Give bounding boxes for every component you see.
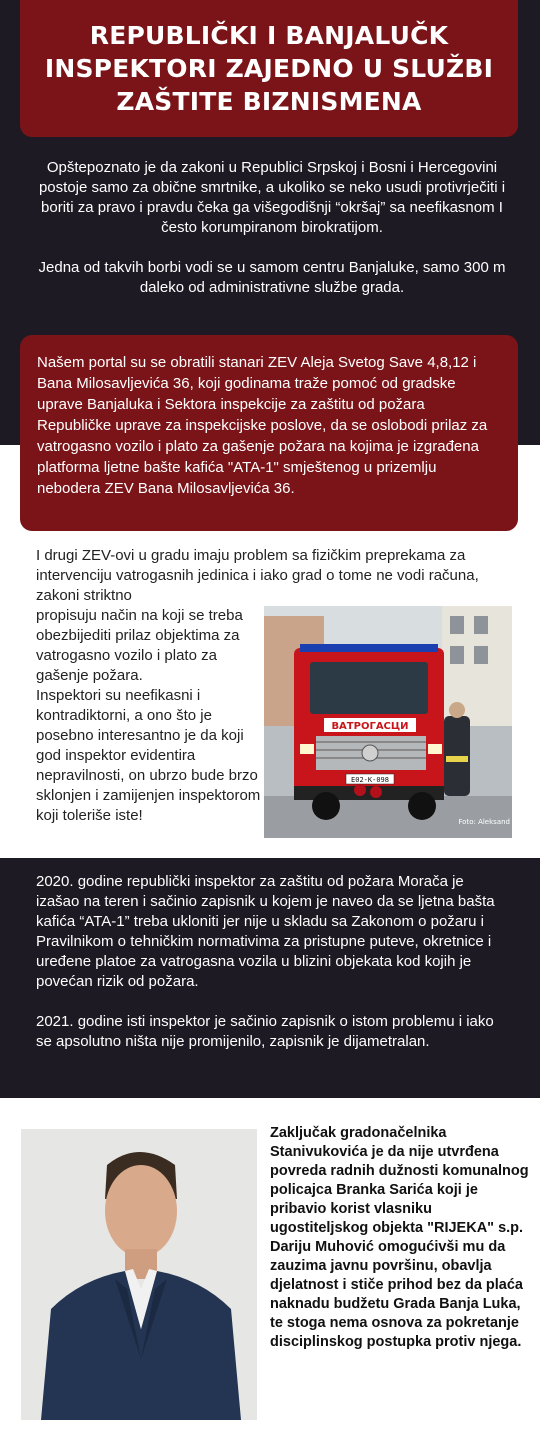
intro-paragraph: Opštepoznato je da zakoni u Republici Srpskoj i Bosni i Hercegovini postoje samo za obične smrtnike, a ukoliko se neko usudi protivrječiti i boriti za pravo i pravdu čeka ga višegodišnji “okršaj” sa neefikasnom I često korumpiranom birokratijom.	[38, 159, 506, 236]
inspection-history	[36, 872, 510, 1052]
highlight-box	[20, 335, 518, 531]
conclusion-text: Zaključak gradonačelnika Stanivukovića je da nije utvrđena povreda radnih dužnosti komunalnog policajca Branka Sarića koji je pribavio korist vlasniku ugostiteljskog objekta "RIJEKA" s.p. Dariju Muhović omogućivši mu da zauzima javnu površinu, obavlja djelatnost i stiče prihod bez da plaća naknadu budžetu Grada Banja Luka, te stoga nema osnova za pokretanje disciplinskog postupka protiv njega.	[270, 1125, 529, 1350]
headline-line: ZAŠTITE BIZNISMENA	[116, 87, 422, 116]
body-text: propisuju način na koji se treba obezbijediti prilaz objektima za vatrogasno vozilo i plato za gašenje požara.	[36, 607, 243, 684]
fire-truck-illustration	[264, 606, 512, 838]
highlight-text: Našem portal su se obratili stanari ZEV Aleja Svetog Save 4,8,12 i Bana Milosavljevića 36, koji godinama traže pomoć od gradske uprave Banjaluka i Sektora inspekcije za zaštitu od požara Republičke uprave za inspekcijske poslove, da se oslobodi prilaz za vatrogasno vozilo i plato za gašenje požara na kojima je izgrađena platforma ljetne bašte kafića "ATA-1" smještenog u prizemlju nebodera ZEV Bana Milosavljevića 36.	[37, 354, 488, 497]
history-paragraph: 2021. godine isti inspektor je sačinio zapisnik o istom problemu i iako se apsolutno ništa nije promijenilo, zapisnik je dijametralan.	[36, 1013, 494, 1050]
headline-banner	[20, 0, 518, 137]
body-text: Inspektori su neefikasni i kontradiktorni, a ono što je posebno interesantno je da koji god inspektor evidentira nepravilnosti, on ubrzo bude brzo sklonjen i zamijenjen inspektorom koji toleriše iste!	[36, 687, 261, 824]
mayor-portrait-photo	[21, 1129, 257, 1420]
truck-sign-text: ВАТРОГАСЦИ	[331, 721, 409, 732]
intro-paragraph: Jedna od takvih borbi vodi se u samom centru Banjaluke, samo 300 m daleko od administrativne službe grada.	[38, 259, 506, 296]
license-plate-text: E02-K-098	[351, 776, 389, 784]
intro-text	[36, 158, 508, 298]
headline-line: REPUBLIČKI I BANJALUČK	[89, 21, 449, 50]
portrait-illustration	[21, 1129, 257, 1420]
history-paragraph: 2020. godine republički inspektor za zaštitu od požara Morača je izašao na teren i sačinio zapisnik u kojem je naveo da se ljetna bašta kafića “ATA-1” treba ukloniti jer nije u skladu sa Zakonom o požaru i Pravilnikom o tehničkim normativima za pristupne puteve, okretnice i uređene platoe za vatrogasna vozila u blizini objekata kod kojih je povećan rizik od požara.	[36, 873, 495, 990]
headline-line: INSPEKTORI ZAJEDNO U SLUŽBI	[44, 54, 494, 83]
body-text: I drugi ZEV-ovi u gradu imaju problem sa fizičkim preprekama za intervenciju vatrogasnih jedinica i iako grad o tome ne vodi računa, zakoni striktno	[36, 547, 479, 604]
photo-caption: Foto: Aleksand	[458, 818, 510, 826]
mayor-conclusion	[270, 1124, 532, 1352]
fire-truck-photo	[264, 606, 512, 838]
